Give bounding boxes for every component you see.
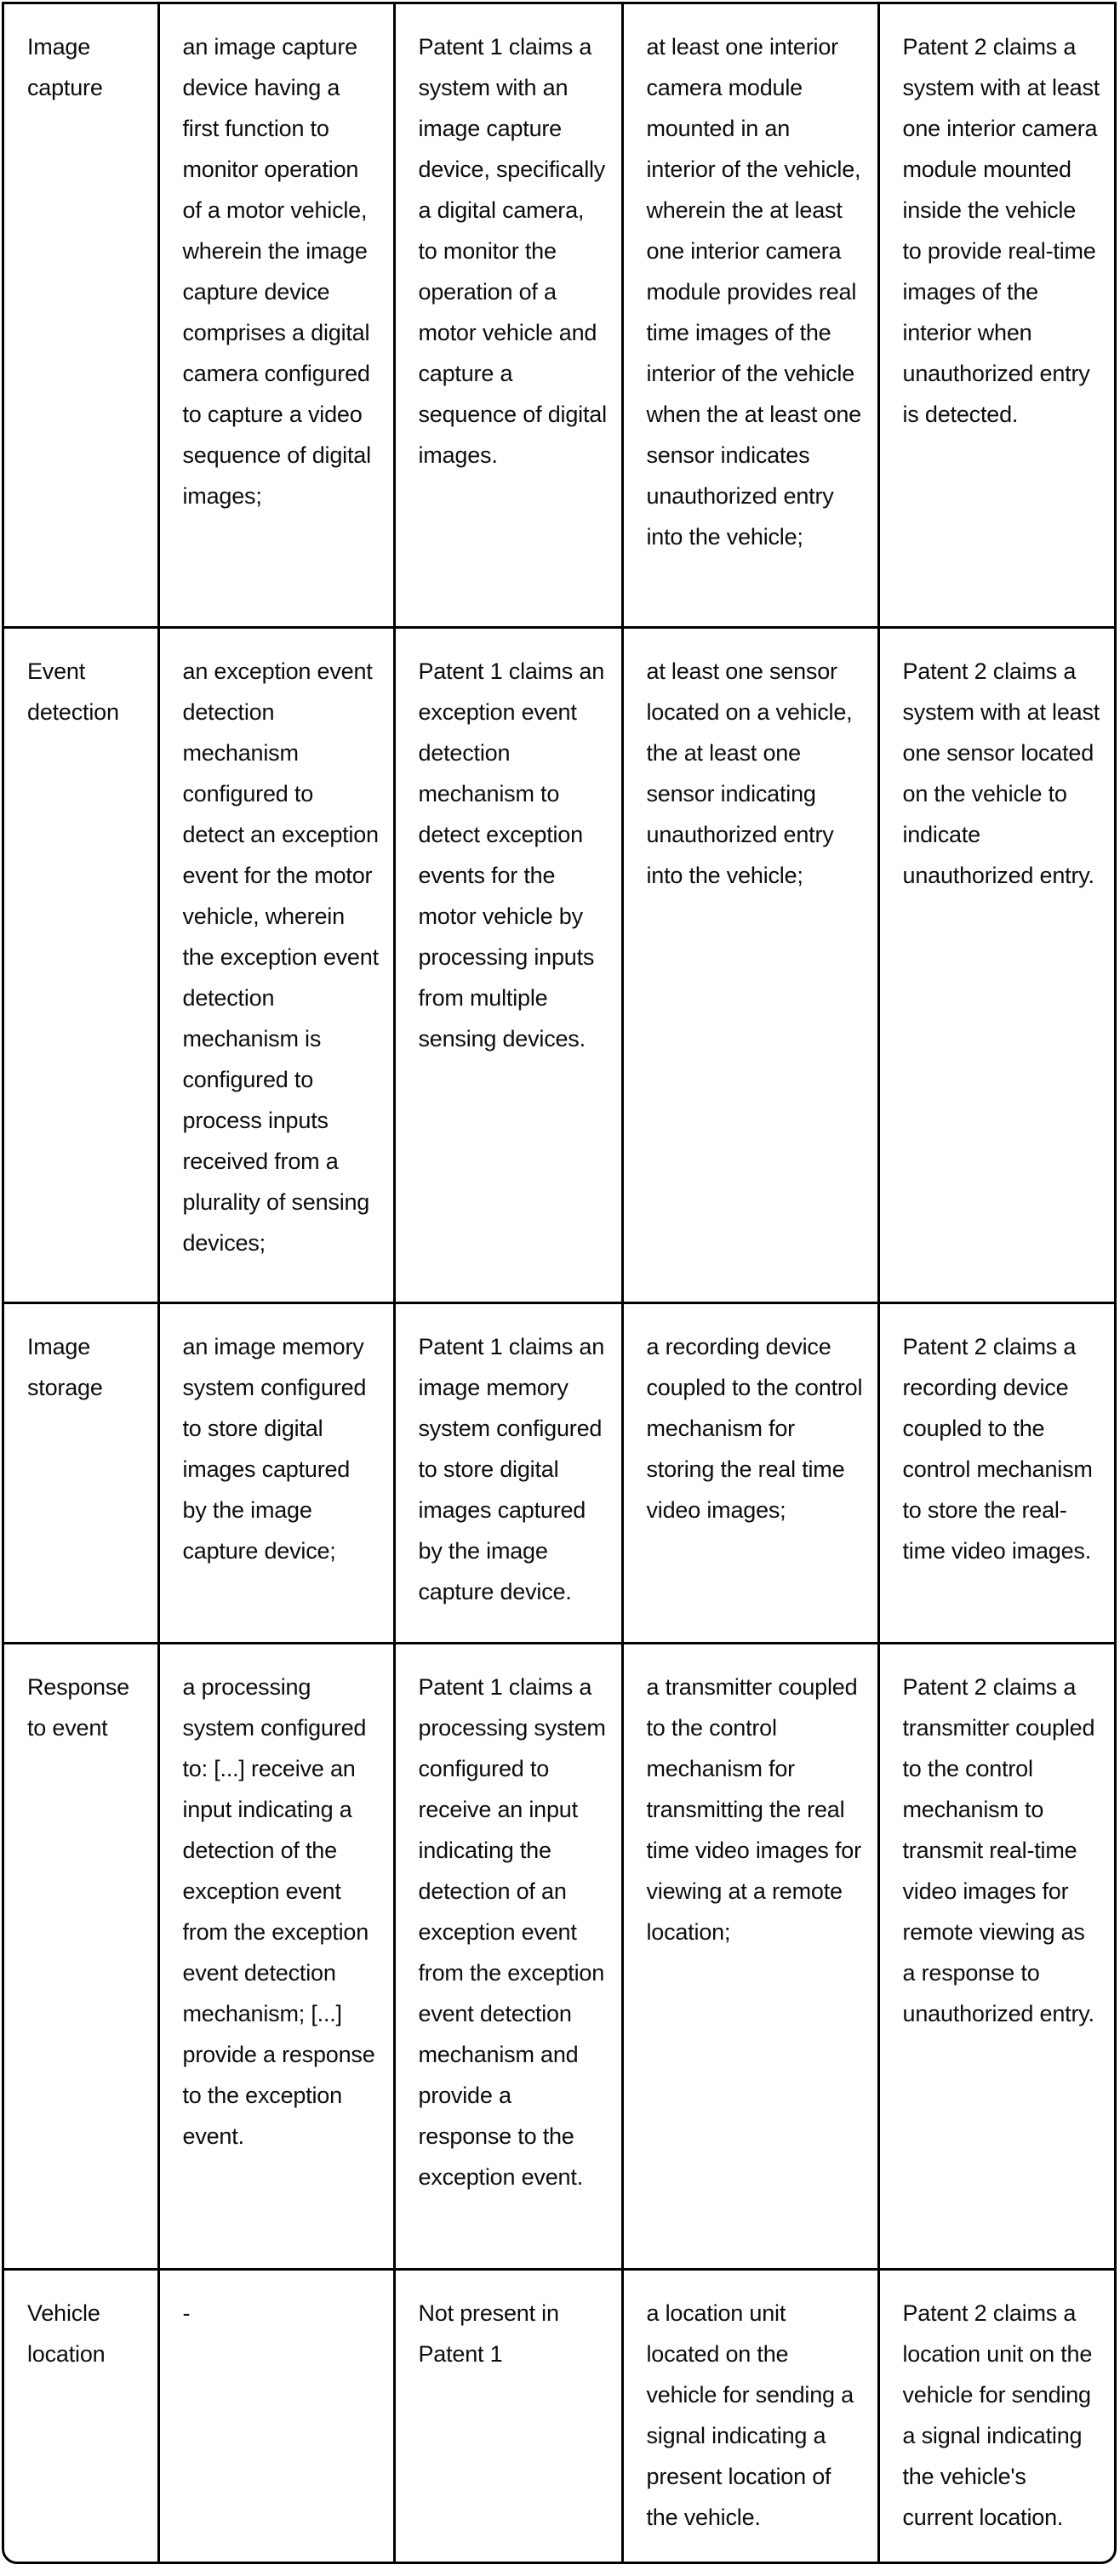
patent2-claim-cell: Patent 2 claims a system with at least one interior camera module mounted inside the vehicle to provide real-time images of the interior when unauthorized entry is detected.	[878, 4, 1114, 627]
row-label-cell: Image storage	[4, 1302, 158, 1643]
patent1-claim-cell: Patent 1 claims a processing system configured to receive an input indicating the detection of an exception event from the exception event detection mechanism and provide a response to the exception event.	[394, 1643, 622, 2269]
claim-element-cell: a transmitter coupled to the control mechanism for transmitting the real time video images for viewing at a remote location;	[622, 1643, 878, 2269]
patent1-claim-cell: Patent 1 claims an exception event detection mechanism to detect exception events for the motor vehicle by processing inputs from multiple sensing devices.	[394, 627, 622, 1302]
patent2-claim-cell: Patent 2 claims a location unit on the vehicle for sending a signal indicating the vehicle's current location.	[902, 2300, 1093, 2530]
row-label-cell: Image capture	[4, 4, 158, 627]
row-label-cell: Response to event	[4, 1643, 158, 2269]
table-row-response-to-event	[4, 1643, 1114, 2269]
patent1-claim-cell: Patent 1 claims a system with an image capture device, specifically a digital camera, to monitor the operation of a motor vehicle and capture a sequence of digital images.	[394, 4, 622, 627]
patent1-claim-cell: Patent 1 claims an image memory system configured to store digital images captured by the image capture device.	[394, 1302, 622, 1643]
claim-element-cell: an exception event detection mechanism configured to detect an exception event for the motor vehicle, wherein the exception event detection mechanism is configured to process inputs received from a plurality of sensing devices;	[158, 627, 394, 1302]
claim-element-cell: at least one interior camera module mounted in an interior of the vehicle, wherein the at least one interior camera module provides real time images of the interior of the vehicle when the at least one sensor indicates unauthorized entry into the vehicle;	[622, 4, 878, 627]
table-row-vehicle-location	[4, 2269, 1114, 2562]
patent2-claim-cell: Patent 2 claims a system with at least one sensor located on the vehicle to indicate unauthorized entry.	[878, 627, 1114, 1302]
comparison-table-grid	[4, 4, 1114, 2562]
patent1-claim-cell: Not present in Patent 1	[394, 2269, 622, 2562]
claim-element-cell: -	[158, 2269, 394, 2562]
row-label-cell: Event detection	[4, 627, 158, 1302]
claim-element-cell: an image memory system configured to store digital images captured by the image capture device;	[158, 1302, 394, 1643]
table-row-image-capture	[4, 4, 1114, 627]
claim-element-cell: a recording device coupled to the control mechanism for storing the real time video images;	[622, 1302, 878, 1643]
patent2-claim-cell: Patent 2 claims a transmitter coupled to the control mechanism to transmit real-time video images for remote viewing as a response to unauthorized entry.	[878, 1643, 1114, 2269]
claim-element-cell: a processing system configured to: [...] receive an input indicating a detection of the exception event from the exception event detection mechanism; [...] provide a response to the exception event.	[158, 1643, 394, 2269]
table-row-event-detection	[4, 627, 1114, 1302]
row-label-cell: Vehicle location	[4, 2269, 158, 2562]
claim-element-cell: a location unit located on the vehicle for sending a signal indicating a present location of the vehicle.	[622, 2269, 878, 2562]
patent-comparison-table	[2, 2, 1117, 2564]
patent2-claim-cell: Patent 2 claims a recording device coupled to the control mechanism to store the real-time video images.	[878, 1302, 1114, 1643]
claim-element-cell: an image capture device having a first function to monitor operation of a motor vehicle, wherein the image capture device comprises a digital camera configured to capture a video sequence of digital images;	[158, 4, 394, 627]
claim-element-cell: at least one sensor located on a vehicle, the at least one sensor indicating unauthorized entry into the vehicle;	[622, 627, 878, 1302]
table-row-image-storage	[4, 1302, 1114, 1643]
